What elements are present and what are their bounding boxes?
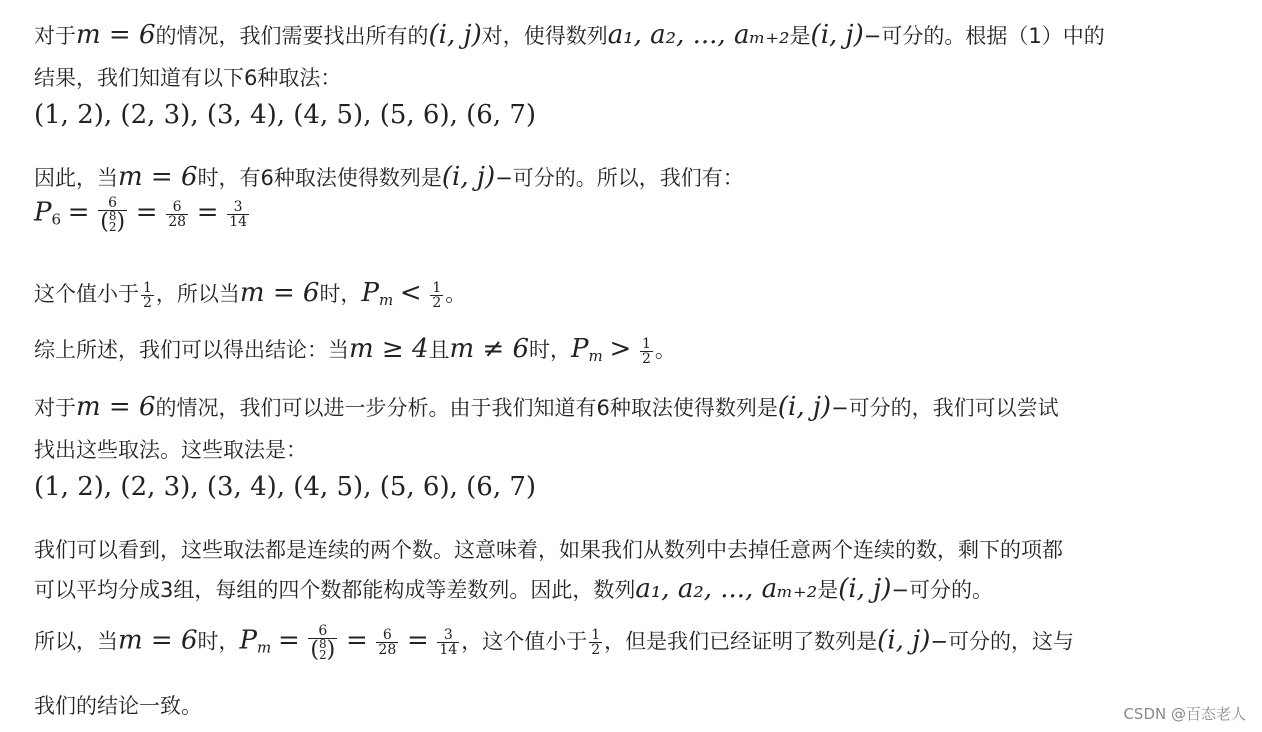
paragraph-5-line-2: 找出这些取法。这些取法是： xyxy=(34,438,307,462)
math-m-eq-6: m = 6 xyxy=(118,162,198,192)
denominator: 14 xyxy=(439,642,458,658)
binomial: ( 8 2 ) xyxy=(100,209,126,235)
numerator: 6 xyxy=(382,627,392,643)
math-equals: = xyxy=(196,197,219,228)
math-p: P xyxy=(571,334,589,364)
formula-p6 xyxy=(34,196,251,233)
text: ，但是我们已经证明了数列是 xyxy=(604,629,878,654)
numerator: 6 xyxy=(172,199,182,215)
text: ，这个值小于 xyxy=(461,629,588,654)
text: 因此，当 xyxy=(34,166,118,190)
math-subscript: m xyxy=(588,347,603,365)
denominator: 2 xyxy=(432,294,442,311)
math-less-than: < xyxy=(399,278,422,308)
text: −可分的，我们可以尝试 xyxy=(831,396,1059,420)
pairs-list-1: (1, 2), (2, 3), (3, 4), (4, 5), (5, 6), (6, 7) xyxy=(34,100,537,130)
numerator: 1 xyxy=(143,279,152,296)
math-ij: (i, j) xyxy=(810,20,864,50)
fraction-6-28 xyxy=(376,628,398,657)
pairs-list-2: (1, 2), (2, 3), (3, 4), (4, 5), (5, 6), (6, 7) xyxy=(34,472,537,502)
denominator: 14 xyxy=(229,214,248,230)
paragraph-2 xyxy=(34,162,744,192)
math-sequence: a₁, a₂, ..., aₘ₊₂ xyxy=(635,574,818,604)
denominator: 28 xyxy=(378,642,397,658)
math-m-ge-4: m ≥ 4 xyxy=(349,334,429,364)
text: 是 xyxy=(789,24,811,48)
text: 所以，当 xyxy=(34,629,118,654)
paragraph-7-line-1 xyxy=(34,624,1074,661)
numerator: 6 xyxy=(318,623,328,639)
math-m-ne-6: m ≠ 6 xyxy=(449,334,530,364)
math-subscript: m xyxy=(378,291,394,309)
math-p: P xyxy=(34,197,52,228)
denominator: 2 xyxy=(143,294,152,311)
text: 这个值小于 xyxy=(34,282,139,306)
fraction-half xyxy=(430,281,443,310)
denominator: 2 xyxy=(591,642,601,658)
math-equals: = xyxy=(345,625,368,656)
paragraph-6-line-2 xyxy=(34,574,993,604)
math-p: P xyxy=(239,625,258,656)
numerator: 1 xyxy=(432,279,442,296)
text: 对于 xyxy=(34,24,76,48)
numerator: 6 xyxy=(108,195,118,211)
fraction-6-28 xyxy=(166,200,188,229)
paragraph-1-line-1 xyxy=(34,20,1105,50)
denominator: 28 xyxy=(168,214,187,230)
binomial: ( 8 2 ) xyxy=(310,637,336,663)
text: 时， xyxy=(197,629,240,654)
math-m-eq-6: m = 6 xyxy=(118,625,198,656)
math-m-eq-6: m = 6 xyxy=(239,278,320,308)
fraction-6-over-binom xyxy=(308,624,337,661)
math-sequence: a₁, a₂, ..., aₘ₊₂ xyxy=(607,20,790,50)
text: ，所以当 xyxy=(155,282,240,306)
text: −可分的。 xyxy=(891,578,993,602)
text: 时， xyxy=(319,282,362,306)
text: 。 xyxy=(654,338,676,362)
fraction-3-14 xyxy=(227,200,249,229)
math-equals: = xyxy=(135,197,158,228)
binom-top: 8 xyxy=(319,637,327,651)
binom-top: 8 xyxy=(108,209,117,223)
math-m-eq-6: m = 6 xyxy=(76,20,156,50)
math-m-eq-6: m = 6 xyxy=(76,392,156,422)
text: 。 xyxy=(445,282,467,306)
text: −可分的。所以，我们有： xyxy=(495,166,744,190)
math-p: P xyxy=(361,278,379,308)
fraction-half xyxy=(141,281,154,310)
fraction-half xyxy=(640,337,653,366)
fraction-half xyxy=(589,628,602,657)
paragraph-4 xyxy=(34,334,676,366)
paragraph-7-line-2: 我们的结论一致。 xyxy=(34,694,202,718)
text: 时， xyxy=(529,338,572,362)
math-subscript: m xyxy=(257,638,272,657)
fraction-3-14 xyxy=(437,628,459,657)
text: 综上所述，我们可以得出结论：当 xyxy=(34,338,349,362)
binom-bottom: 2 xyxy=(108,220,117,234)
numerator: 1 xyxy=(591,627,601,643)
math-subscript: 6 xyxy=(51,210,62,229)
math-ij: (i, j) xyxy=(428,20,482,50)
text: 可以平均分成3组，每组的四个数都能构成等差数列。因此，数列 xyxy=(34,578,636,602)
numerator: 3 xyxy=(233,199,243,215)
math-equals: = xyxy=(277,625,300,656)
denominator: 2 xyxy=(641,350,651,367)
math-ij: (i, j) xyxy=(777,392,832,422)
csdn-watermark: CSDN @百态老人 xyxy=(1123,705,1246,723)
math-equals: = xyxy=(406,625,429,656)
text: 的情况，我们可以进一步分析。由于我们知道有6种取法使得数列是 xyxy=(155,396,778,420)
text: −可分的，这与 xyxy=(930,629,1074,654)
fraction-6-over-binom xyxy=(98,196,127,233)
denominator xyxy=(98,210,127,233)
text: 对，使得数列 xyxy=(481,24,608,48)
text: 的情况，我们需要找出所有的 xyxy=(155,24,429,48)
math-ij: (i, j) xyxy=(838,574,892,604)
paragraph-6-line-1: 我们可以看到，这些取法都是连续的两个数。这意味着，如果我们从数列中去掉任意两个连续的数，剩下的项都 xyxy=(34,538,1063,562)
text: −可分的。根据（1）中的 xyxy=(863,24,1105,48)
math-equals: = xyxy=(67,197,90,228)
numerator: 1 xyxy=(641,335,651,352)
denominator xyxy=(308,638,337,661)
math-greater-than: > xyxy=(609,334,632,364)
paragraph-3 xyxy=(34,278,466,310)
numerator: 3 xyxy=(443,627,453,643)
text: 时，有6种取法使得数列是 xyxy=(197,166,442,190)
text: 且 xyxy=(428,338,450,362)
binom-bottom: 2 xyxy=(319,648,327,662)
paragraph-1-line-2: 结果，我们知道有以下6种取法： xyxy=(34,66,342,90)
text: 对于 xyxy=(34,396,76,420)
math-ij: (i, j) xyxy=(441,162,496,192)
math-ij: (i, j) xyxy=(877,625,931,656)
text: 是 xyxy=(817,578,839,602)
paragraph-5-line-1 xyxy=(34,392,1059,422)
